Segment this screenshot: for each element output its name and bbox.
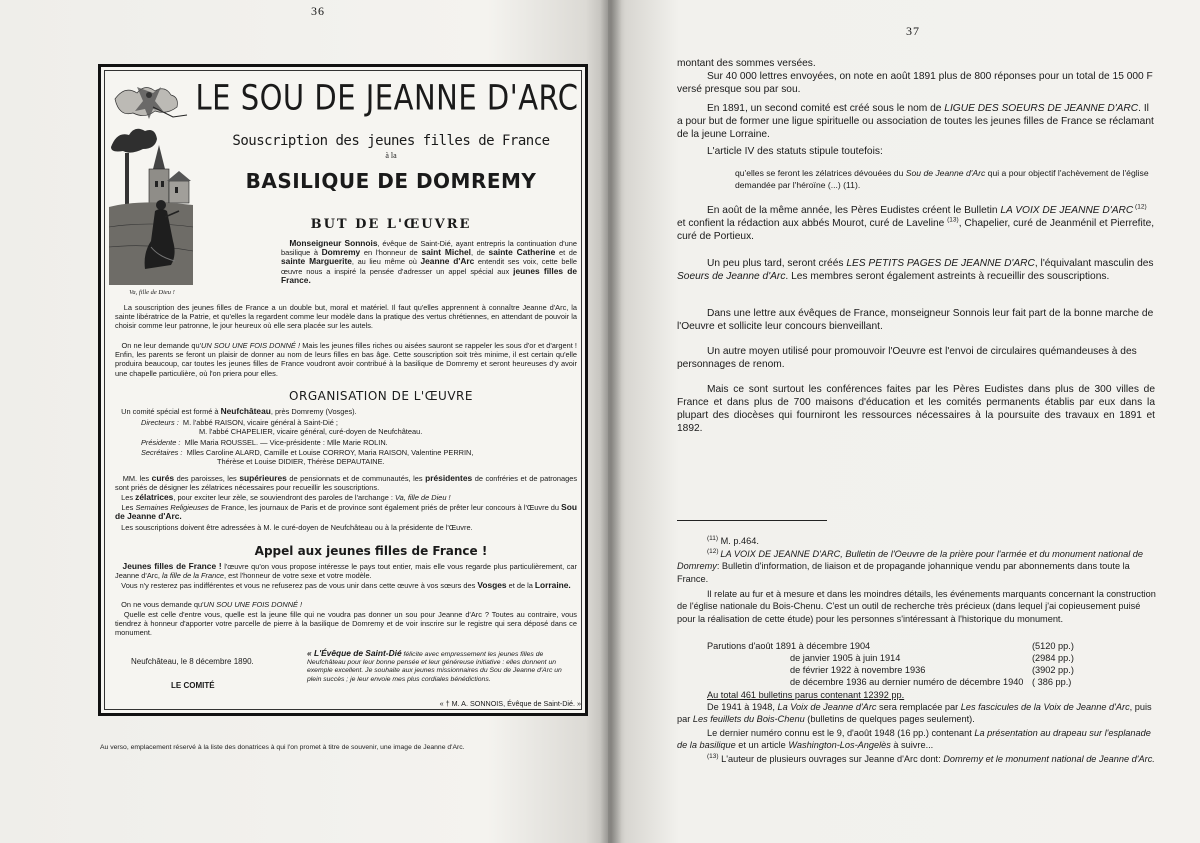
footnote-11: $^{(11)}$ M. p.464. <box>707 534 759 546</box>
right-paragraph-8: Mais ce sont surtout les conférences faites par les Pères Eudistes dans plus de 300 villes de France et dans plus de 700 maisons d'éducation et les comités permanents établis par eux dans la plupart des diocèses qui fourniront les ressources nécessaires à la poursuite des travaux en 1891 et 1892. <box>677 384 1155 434</box>
poster-a-la: à la <box>385 151 397 160</box>
poster-appel-paragraph-3: On ne vous demande qu'UN SOU UNE FOIS DONNÉ ! <box>121 600 303 609</box>
poster-but-paragraph-2: La souscription des jeunes filles de France a un double but, moral et matériel. Il faut qu'elles apprennent à connaître Jeanne d'Arc, la sainte libératrice de la Patrie, et qu'elles la regardent comme leur modèle dans la pratique des vertus chrétiennes, en attendant de pouvoir la choisir comme leur patronne, le jour heureux où elle sera placée sur les autels. <box>115 303 577 331</box>
poster <box>98 64 588 716</box>
parution-total: Au total 461 bulletins parus contenant 12392 pp. <box>707 690 905 700</box>
joan-of-arc-illustration <box>109 77 193 285</box>
poster-subtitle: Souscription des jeunes filles de France <box>232 133 550 149</box>
poster-directors: Directeurs : M. l'abbé RAISON, vicaire général à Saint-Dié ; M. l'abbé CHAPELIER, vicaire général, curé-doyen de Neufchâteau. <box>141 418 423 437</box>
footnote-12-detail: Il relate au fur et à mesure et dans les moindres détails, les événements marquants concernant la construction de l'église nationale du Bois-Chenu. C'est un outil de recherche très précieux (dans lequel j'ai copieusement puisé pour la réalisation de cette étude) pour les personnes s'intéressant à l'historique du monument. <box>677 589 1156 624</box>
right-paragraph-7: Un autre moyen utilisé pour promouvoir l'Oeuvre est l'envoi de circulaires quémandeuses à des personnages de renom. <box>677 346 1137 370</box>
right-paragraph-1: Sur 40 000 lettres envoyées, on note en août 1891 plus de 800 réponses pour un total de 15 000 F versé presque sou par sou. <box>677 71 1153 95</box>
right-page-number: 37 <box>906 24 920 38</box>
book-gutter <box>600 0 622 843</box>
parution-row-2: de février 1922 à novembre 1936 <box>790 665 926 675</box>
parution-pages-2: (3902 pp.) <box>1032 665 1074 675</box>
parution-pages-3: ( 386 pp.) <box>1032 677 1072 687</box>
footnote-12-continuation-1: De 1941 à 1948, La Voix de Jeanne d'Arc sera remplacée par Les fascicules de la Voix de Jeanne d'Arc, puis par Les feuillets du Bois-Chenu (bulletins de quelques pages seulement). <box>677 702 1152 725</box>
poster-secretaries: Secrétaires : Mlles Caroline ALARD, Camille et Louise CORROY, Maria RAISON, Valentine PERRIN, Thérèse et Louise DIDIER, Thérèse DEPAUTAINE. <box>141 448 474 467</box>
poster-but-paragraph-1: Monseigneur Sonnois, évêque de Saint-Dié, ayant entrepris la continuation d'une basilique à Domremy en l'honneur de saint Michel, de sainte Catherine et de sainte Marguerite, au lieu même où Jeanne d'Arc entendit ses voix, cette belle œuvre nous a inspiré la pensée d'adresser un appel spécial aux jeunes filles de France. <box>281 238 577 285</box>
parution-pages-1: (2984 pp.) <box>1032 653 1074 663</box>
right-paragraph-5: Un peu plus tard, seront créés LES PETITS PAGES DE JEANNE D'ARC, l'équivalant masculin des Soeurs de Jeanne d'Arc. Les membres seront également astreints à recueillir des souscriptions. <box>677 258 1154 282</box>
parution-pages-0: (5120 pp.) <box>1032 641 1074 651</box>
parution-row-1: de janvier 1905 à juin 1914 <box>790 653 901 663</box>
poster-eveque-quote: « L'Évêque de Saint-Dié félicite avec empressement les jeunes filles de Neufchâteau pour leur bonne pensée et leur généreuse initiative : elles donnent un exemple excellent. Je souhaite aux jeunes missionnaires du Sou de Jeanne d'Arc un plein succès ; je leur envoie mes plus cordiales bénédictions. <box>307 648 562 683</box>
poster-date-place: Neufchâteau, le 8 décembre 1890. <box>131 657 254 666</box>
right-paragraph-4: En août de la même année, les Pères Eudistes créent le Bulletin LA VOIX DE JEANNE D'ARC $^{(12)}$ et confient la rédaction aux abbés Mourot, curé de Laveline $^{(13)}$, Chapelier, curé de Jeanménil et Pierrefite, curé de Portieux. <box>677 203 1155 242</box>
parution-row-0: Parutions d'août 1891 à décembre 1904 <box>707 641 871 651</box>
poster-appel-heading: Appel aux jeunes filles de France ! <box>254 544 488 558</box>
poster-org-paragraph-3: Les Semaines Religieuses de France, les journaux de Paris et de province sont également priés de prêter leur concours à l'Œuvre du Sou de Jeanne d'Arc. <box>115 502 577 522</box>
poster-appel-paragraph-2: Vous n'y resterez pas indifférentes et vous ne refuserez pas de vous unir dans cette œuvre à vos sœurs des Vosges et de la Lorraine. <box>121 580 571 590</box>
poster-president: Présidente : Mlle Maria ROUSSEL. — Vice-présidente : Mlle Marie ROLIN. <box>141 438 388 447</box>
footnote-12: $^{(12)}$ LA VOIX DE JEANNE D'ARC, Bulletin de l'Oeuvre de la prière pour l'armée et du monument national de Domremy: Bulletin d'information, de liaison et de propagande johannique vendu par abonnements dans toute la France. <box>677 547 1144 584</box>
poster-title: LE SOU DE JEANNE D'ARC <box>195 77 579 118</box>
poster-but-paragraph-3: On ne leur demande qu'UN SOU UNE FOIS DONNÉ ! Mais les jeunes filles riches ou aisées sauront se rappeler les sous d'or et d'argent ! Enfin, les parents se feront un plaisir de donner au nom de leurs filles en bas âge. Cette souscription soit très minime, il est certain qu'elle produira beaucoup, car toutes les jeunes filles de France voudront avoir contribué à la basilique de Domremy et seront heureuses d'y avoir une chapelle particulière, où l'on priera pour elles. <box>115 341 577 378</box>
right-paragraph-0: montant des sommes versées. <box>677 58 816 69</box>
illustration-caption: Va, fille de Dieu ! <box>129 289 175 296</box>
statute-quote: qu'elles se feront les zélatrices dévouées du Sou de Jeanne d'Arc qui a pour objectif l'achèvement de l'église demandée par l'héroïne (...) (11). <box>735 168 1149 190</box>
poster-organisation-heading: ORGANISATION DE L'ŒUVRE <box>289 389 473 403</box>
poster-appel-paragraph-1: Jeunes filles de France ! l'œuvre qu'on vous propose intéresse le pays tout entier, mais elle vous regarde plus particulièrement, car Jeanne d'Arc, la fille de la France, est l'honneur de votre sexe et votre modèle. <box>115 561 577 581</box>
parution-row-3: de décembre 1936 au dernier numéro de décembre 1940 <box>790 677 1024 687</box>
right-paragraph-2: En 1891, un second comité est créé sous le nom de LIGUE DES SOEURS DE JEANNE D'ARC. Il a pour but de former une ligue spirituelle ou association de toutes les jeunes filles de France se réclamant de la jeune Lorraine. <box>677 103 1154 140</box>
poster-org-paragraph-1: MM. les curés des paroisses, les supérieures de pensionnats et de communautés, les présidentes de confréries et de patronages sont priés de désigner les zélatrices nécessaires pour recueillir les souscriptions. <box>115 473 578 493</box>
footnote-rule <box>677 520 827 521</box>
poster-basilica: BASILIQUE DE DOMREMY <box>245 169 537 193</box>
poster-but-heading: BUT DE L'ŒUVRE <box>310 217 472 232</box>
poster-org-paragraph-2: Les zélatrices, pour exciter leur zèle, se souviendront des paroles de l'archange : Va, fille de Dieu ! <box>121 492 451 502</box>
right-paragraph-6: Dans une lettre aux évêques de France, monseigneur Sonnois leur fait part de la bonne marche de l'Oeuvre et sollicite leur concours bienveillant. <box>677 308 1154 332</box>
poster-org-intro: Un comité spécial est formé à Neufchâteau, près Domremy (Vosges). <box>121 406 357 416</box>
poster-caption: Au verso, emplacement réservé à la liste des donatrices à qui l'on promet à titre de souvenir, une image de Jeanne d'Arc. <box>100 744 465 751</box>
poster-le-comite: LE COMITÉ <box>171 681 215 690</box>
right-paragraph-3: L'article IV des statuts stipule toutefois: <box>707 146 883 157</box>
poster-org-paragraph-4: Les souscriptions doivent être adressées à M. le curé-doyen de Neufchâteau ou à la présidente de l'Œuvre. <box>121 523 473 532</box>
left-page-number: 36 <box>311 4 325 18</box>
footnote-12-continuation-2: Le dernier numéro connu est le 9, d'août 1948 (16 pp.) contenant La présentation au drapeau sur l'esplanade de la basilique et un article Washington-Los-Angelès à suivre... <box>677 728 1151 751</box>
poster-signature: « † M. A. SONNOIS, Évêque de Saint-Dié. » <box>439 699 581 708</box>
poster-appel-paragraph-4: Quelle est celle d'entre vous, quelle est la jeune fille qui ne voudra pas donner un sou pour Jeanne d'Arc ? Toutes au contraire, vous tiendrez à honneur d'apporter votre parcelle de pierre à la basilique de Domremy et de voir inscrire sur le registre qui sera déposé dans ce monument. <box>115 610 577 638</box>
footnote-13: $^{(13)}$ L'auteur de plusieurs ouvrages sur Jeanne d'Arc dont: Domremy et le monument national de Jeanne d'Arc. <box>707 752 1155 764</box>
